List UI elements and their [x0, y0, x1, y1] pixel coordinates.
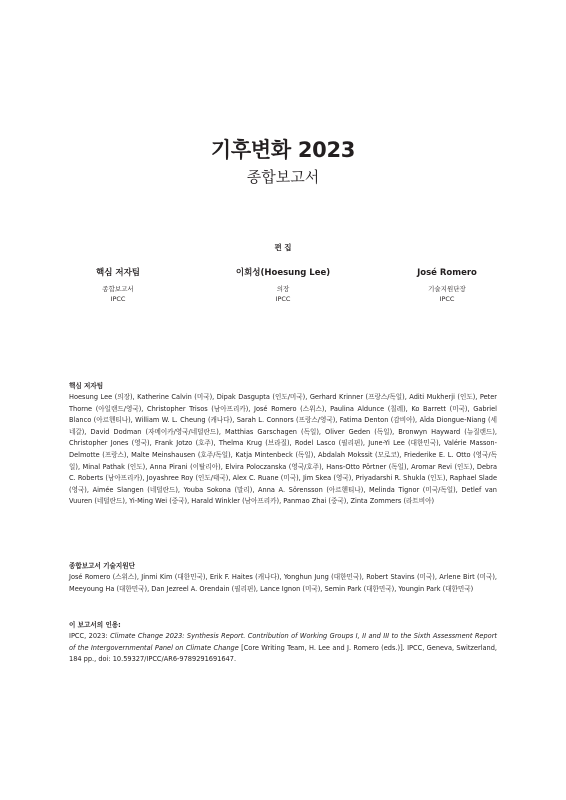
editor-org: IPCC [110, 295, 126, 303]
citation-section [69, 620, 497, 666]
editor-role: 종합보고서 [102, 285, 134, 293]
citation-prefix: IPCC, 2023: [69, 632, 111, 640]
editor-chair [193, 267, 373, 304]
editor-core-writing-team [28, 267, 208, 304]
citation-text [69, 631, 497, 666]
author-list: Hoesung Lee (의장), Katherine Calvin (미국), Dipak Dasgupta (인도/미국), Gerhard Krinner (프랑스/독일), Aditi Mukherji (인도), Peter Thorne (아일랜드/영국), Christopher Trisos (남아프리카), José Romero (스위스), Paulina Aldunce (칠레), Ko Barrett (미국), Gabriel Blanco (아르헨티나), William W. L. Cheung (캐나다), Sarah L. Connors (프랑스/영국), Fatima Denton (감비아), Aïda Diongue-Niang (세네갈), David Dodman (자메이카/영국/네덜란드), Matthias Garschagen (독일), Oliver Geden (독일), Bronwyn Hayward (뉴질랜드), Christopher Jones (영국), Frank Jotzo (호주), Thelma Krug (브라질), Rodel Lasco (필리핀), June-Yi Lee (대한민국), Valérie Masson-Delmotte (프랑스), Malte Meinshausen (호주/독일), Katja Mintenbeck (독일), Abdalah Mokssit (모로코), Friederike E. L. Otto (영국/독일), Minal Pathak (인도), Anna Pirani (이탈리아), Elvira Poloczanska (영국/호주), Hans-Otto Pörtner (독일), Aromar Revi (인도), Debra C. Roberts (남아프리카), Joyashree Roy (인도/태국), Alex C. Ruane (미국), Jim Skea (영국), Priyadarshi R. Shukla (인도), Raphael Slade (영국), Aimée Slangen (네덜란드), Youba Sokona (말리), Anna A. Sörensson (아르헨티나), Melinda Tignor (미국/독일), Detlef van Vuuren (네덜란드), Yi-Ming Wei (중국), Harald Winkler (남아프리카), Panmao Zhai (중국), Zinta Zommers (라트비아) [69, 393, 497, 506]
editor-tsu-head [357, 267, 537, 304]
report-subtitle: 종합보고서 [246, 168, 320, 186]
section-heading: 종합보고서 기술지원단 [69, 562, 135, 570]
editor-name: 이회성(Hoesung Lee) [235, 268, 331, 278]
editor-role: 의장 [276, 285, 290, 293]
editors-label: 편 집 [274, 243, 292, 252]
tsu-section [69, 561, 497, 595]
editor-org: IPCC [439, 295, 455, 303]
editor-name: 핵심 저자팀 [95, 268, 140, 278]
section-heading: 핵심 저자팀 [69, 382, 104, 390]
core-writing-team-section [69, 381, 497, 508]
editor-name: José Romero [417, 268, 477, 278]
editor-role: 기술지원단장 [428, 285, 466, 293]
citation-title: Climate Change 2023: Synthesis Report. Contribution of Working Groups I, II and III to the Sixth Assessment Report of the Intergovernmental Panel on Climate Change [69, 632, 497, 652]
citation-suffix: [Core Writing Team, H. Lee and J. Romero (eds.)]. IPCC, Geneva, Switzerland, 184 pp., doi: 10.59327/IPCC/AR6-9789291691647. [69, 643, 497, 664]
section-heading: 이 보고서의 인용: [69, 621, 121, 629]
editor-org: IPCC [275, 295, 291, 303]
tsu-member-list: José Romero (스위스), Jinmi Kim (대한민국), Erik F. Haites (캐나다), Yonghun Jung (대한민국), Robert Stavins (미국), Arlene Birt (미국), Meeyoung Ha (대한민국), Dan Jezreel A. Orendain (필리핀), Lance Ignon (미국), Semin Park (대한민국), Youngin Park (대한민국) [69, 573, 497, 593]
report-title: 기후변화 2023 [210, 138, 356, 162]
